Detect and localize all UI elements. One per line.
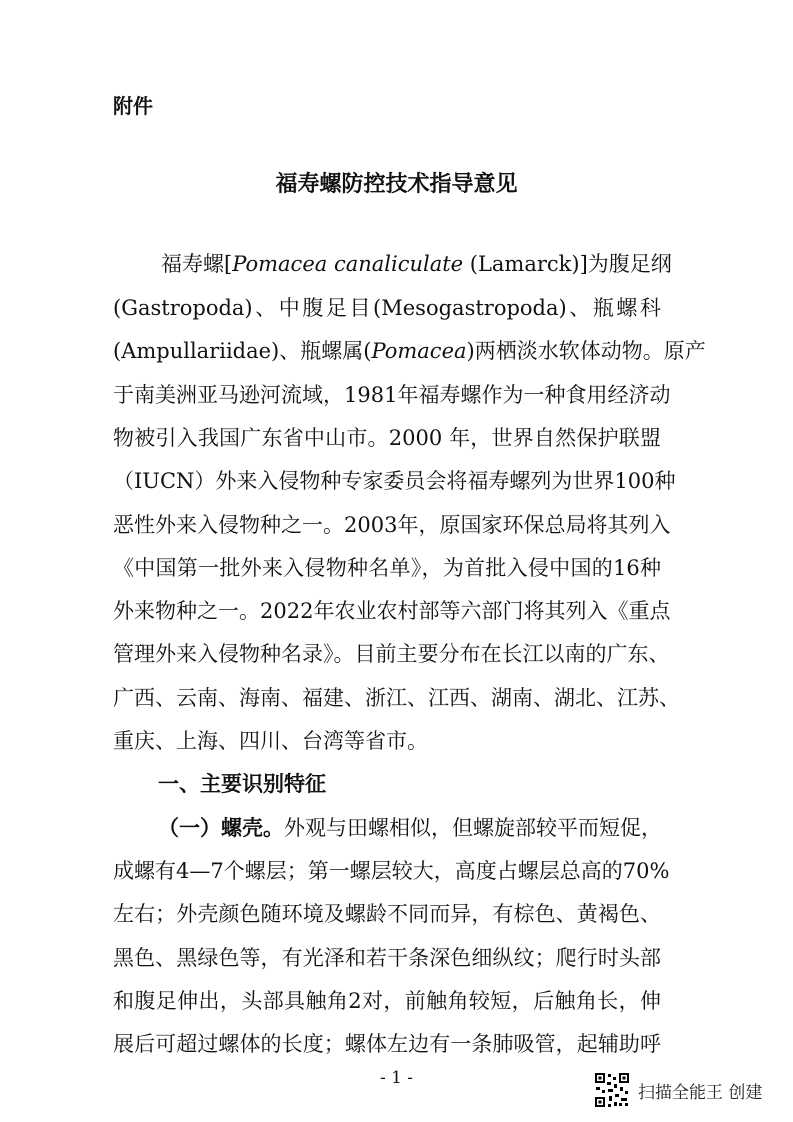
qr-code-icon (594, 1072, 630, 1108)
intro-line-4: 于南美洲亚马逊河流域，1981年福寿螺作为一种食用经济动 (113, 383, 671, 407)
genus-name: Pomacea (371, 339, 467, 363)
intro-line-12: 重庆、上海、四川、台湾等省市。 (113, 729, 428, 753)
intro-line-5: 物被引入我国广东省中山市。2000 年，世界自然保护联盟 (113, 426, 661, 450)
intro-line-9: 外来物种之一。2022年农业农村部等六部门将其列入《重点 (113, 599, 671, 623)
scanner-watermark: 扫描全能王 创建 (638, 1083, 763, 1103)
shell-line-2: 成螺有4—7个螺层；第一螺层较大，高度占螺层总高的70% (113, 859, 670, 883)
page-number: - 1 - (379, 1068, 414, 1088)
document-title: 福寿螺防控技术指导意见 (275, 171, 518, 197)
intro-line-7: 恶性外来入侵物种之一。2003年，原国家环保总局将其列入 (113, 513, 671, 537)
shell-line-4: 黑色、黑绿色等，有光泽和若干条深色细纵纹；爬行时头部 (113, 946, 661, 970)
intro-line-11: 广西、云南、海南、福建、浙江、江西、湖南、湖北、江苏、 (113, 686, 680, 710)
intro-line-6: （IUCN）外来入侵物种专家委员会将福寿螺列为世界100种 (113, 469, 676, 493)
intro-line-3: (Ampullariidae)、瓶螺属(Pomacea)两栖淡水软体动物。原产 (113, 339, 706, 363)
shell-line-3: 左右；外壳颜色随环境及螺龄不同而异，有棕色、黄褐色、 (113, 902, 661, 926)
intro-line-10: 管理外来入侵物种名录》。目前主要分布在长江以南的广东、 (113, 642, 670, 666)
intro-line-2: (Gastropoda)、中腹足目(Mesogastropoda)、瓶螺科 (113, 296, 661, 320)
section-heading: 一、主要识别特征 (158, 772, 326, 796)
species-name: Pomacea canaliculate (232, 252, 464, 276)
shell-line-5: 和腹足伸出，头部具触角2对，前触角较短，后触角长，伸 (113, 989, 661, 1013)
intro-line-1: 福寿螺[Pomacea canaliculate (Lamarck)]为腹足纲 (161, 252, 672, 276)
shell-label: （一）螺壳。 (158, 815, 284, 840)
shell-line-6: 展后可超过螺体的长度；螺体左边有一条肺吸管，起辅助呼 (113, 1032, 661, 1056)
attachment-label: 附件 (113, 94, 153, 118)
intro-line-8: 《中国第一批外来入侵物种名单》，为首批入侵中国的16种 (113, 556, 661, 580)
shell-line-1: （一）螺壳。外观与田螺相似，但螺旋部较平而短促， (158, 815, 662, 840)
